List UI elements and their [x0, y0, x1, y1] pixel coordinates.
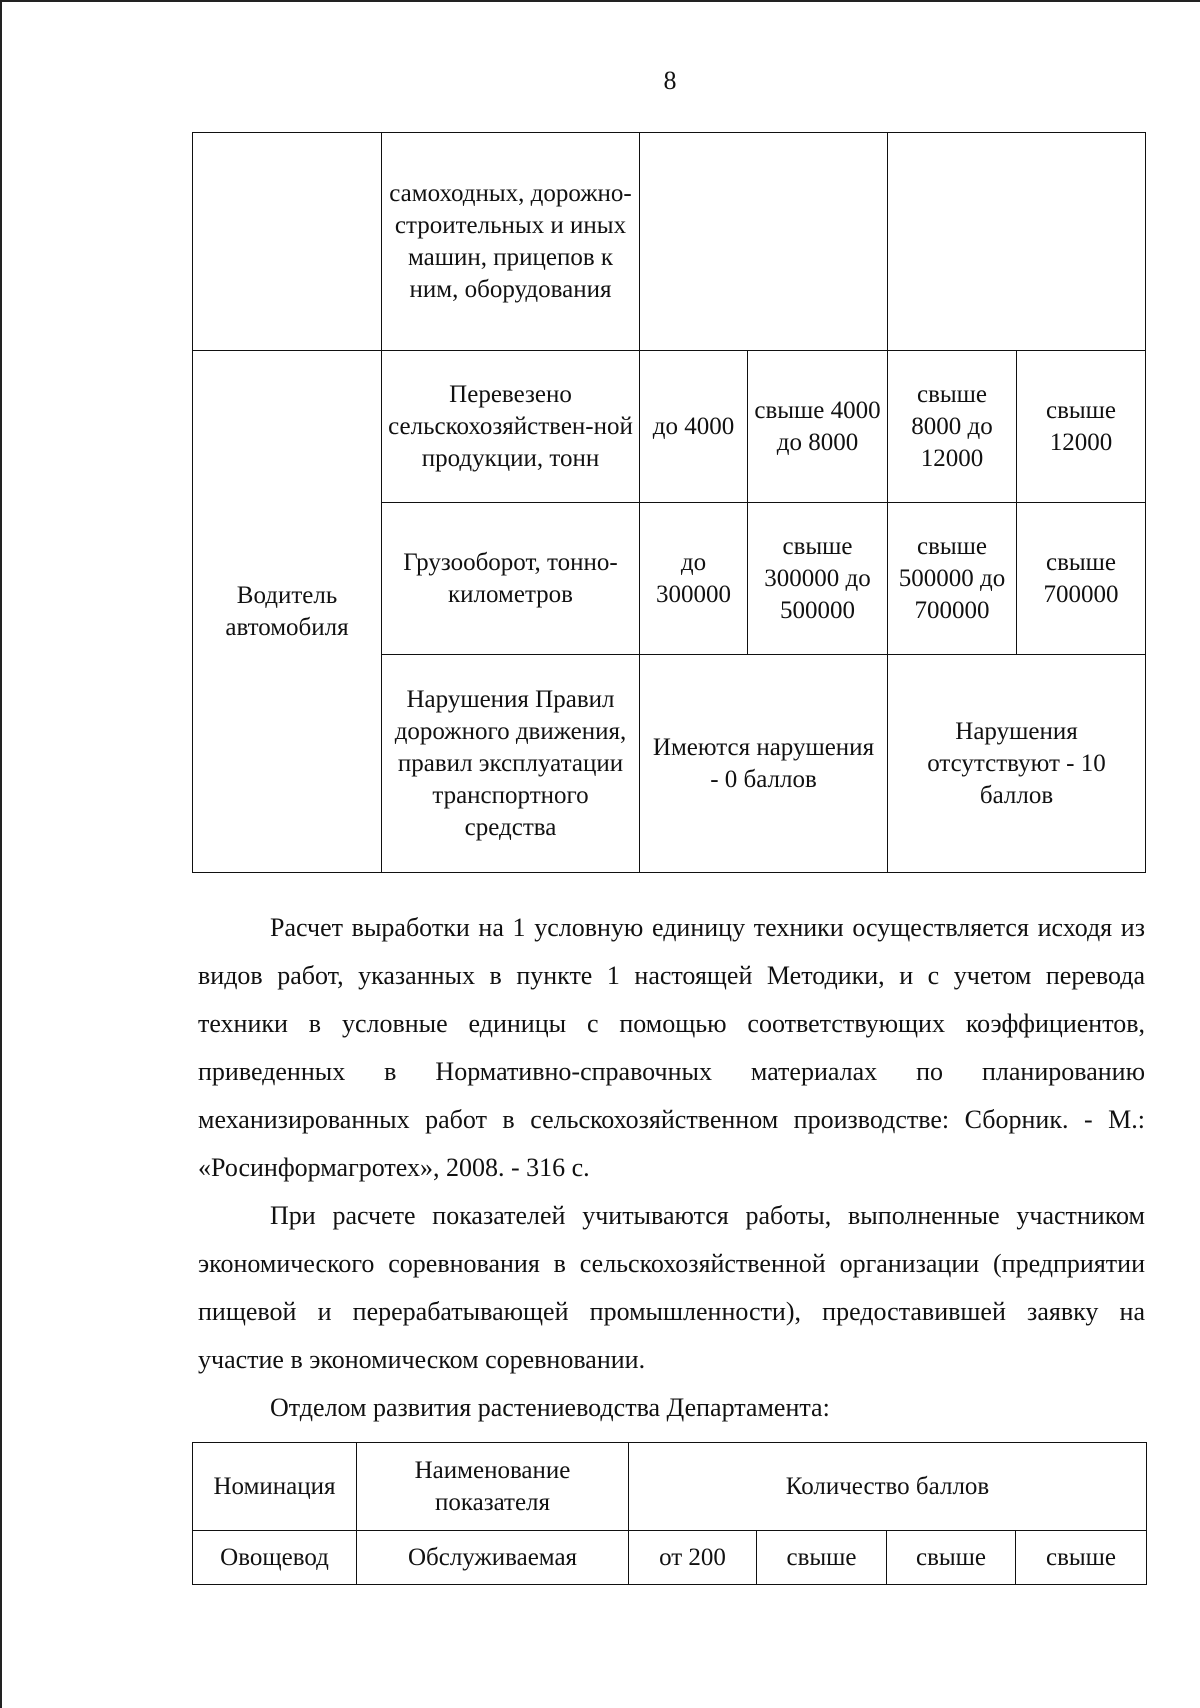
table-cell-empty	[193, 133, 382, 351]
table-cell-indicator: Грузооборот, тонно-километров	[382, 503, 640, 655]
table-cell-value: свыше	[1016, 1531, 1147, 1585]
table-row	[193, 133, 1146, 351]
table-header-row	[193, 1443, 1147, 1531]
table-cell-indicator: Перевезено сельскохозяйствен-ной продукции, тонн	[382, 351, 640, 503]
table-cell-value: свыше	[887, 1531, 1016, 1585]
table-header-points: Количество баллов	[629, 1443, 1147, 1531]
table-cell-role: Водитель автомобиля	[193, 351, 382, 873]
table-cell-empty	[640, 133, 888, 351]
table-header-indicator: Наименование показателя	[357, 1443, 629, 1531]
paragraph: При расчете показателей учитываются работы, выполненные участником экономического соревнования в сельскохозяйственной организации (предприятии пищевой и перерабатывающей промышленности), предоставившей заявку на участие в экономическом соревновании.	[198, 1201, 1145, 1374]
grower-criteria-table	[192, 1442, 1147, 1585]
table-cell-value: свыше 500000 до 700000	[888, 503, 1017, 655]
scan-edge-top	[0, 0, 1200, 2]
scan-edge-left	[0, 0, 2, 1708]
table-cell-value: свыше 300000 до 500000	[748, 503, 888, 655]
table-cell-value: до 4000	[640, 351, 748, 503]
table-cell-indicator: самоходных, дорожно-строительных и иных машин, прицепов к ним, оборудования	[382, 133, 640, 351]
table-cell-empty	[888, 133, 1146, 351]
table-cell-indicator: Обслуживаемая	[357, 1531, 629, 1585]
table-cell-value: свыше	[757, 1531, 887, 1585]
table-cell-value: свыше 8000 до 12000	[888, 351, 1017, 503]
table-cell-value: свыше 12000	[1017, 351, 1146, 503]
table-row	[193, 351, 1146, 503]
paragraph: Расчет выработки на 1 условную единицу техники осуществляется исходя из видов работ, указанных в пункте 1 настоящей Методики, и с учетом перевода техники в условные единицы с помощью соответствующих коэффициентов, приведенных в Нормативно-справочных материалах по планированию механизированных работ в сельскохозяйственном производстве: Сборник. - М.: «Росинформагротех», 2008. - 316 с.	[198, 913, 1145, 1182]
body-text	[198, 904, 1145, 1432]
table-row	[193, 1531, 1147, 1585]
table-header-nomination: Номинация	[193, 1443, 357, 1531]
table-cell-value: до 300000	[640, 503, 748, 655]
paragraph: Отделом развития растениеводства Департамента:	[270, 1393, 830, 1422]
driver-criteria-table	[192, 132, 1146, 873]
table-cell-value: от 200	[629, 1531, 757, 1585]
table-cell-value: свыше 700000	[1017, 503, 1146, 655]
table-cell-indicator: Нарушения Правил дорожного движения, правил эксплуатации транспортного средства	[382, 655, 640, 873]
table-cell-nomination: Овощевод	[193, 1531, 357, 1585]
table-cell-value: Нарушения отсутствуют - 10 баллов	[888, 655, 1146, 873]
page-number: 8	[663, 66, 677, 95]
table-cell-value: Имеются нарушения - 0 баллов	[640, 655, 888, 873]
table-cell-value: свыше 4000 до 8000	[748, 351, 888, 503]
